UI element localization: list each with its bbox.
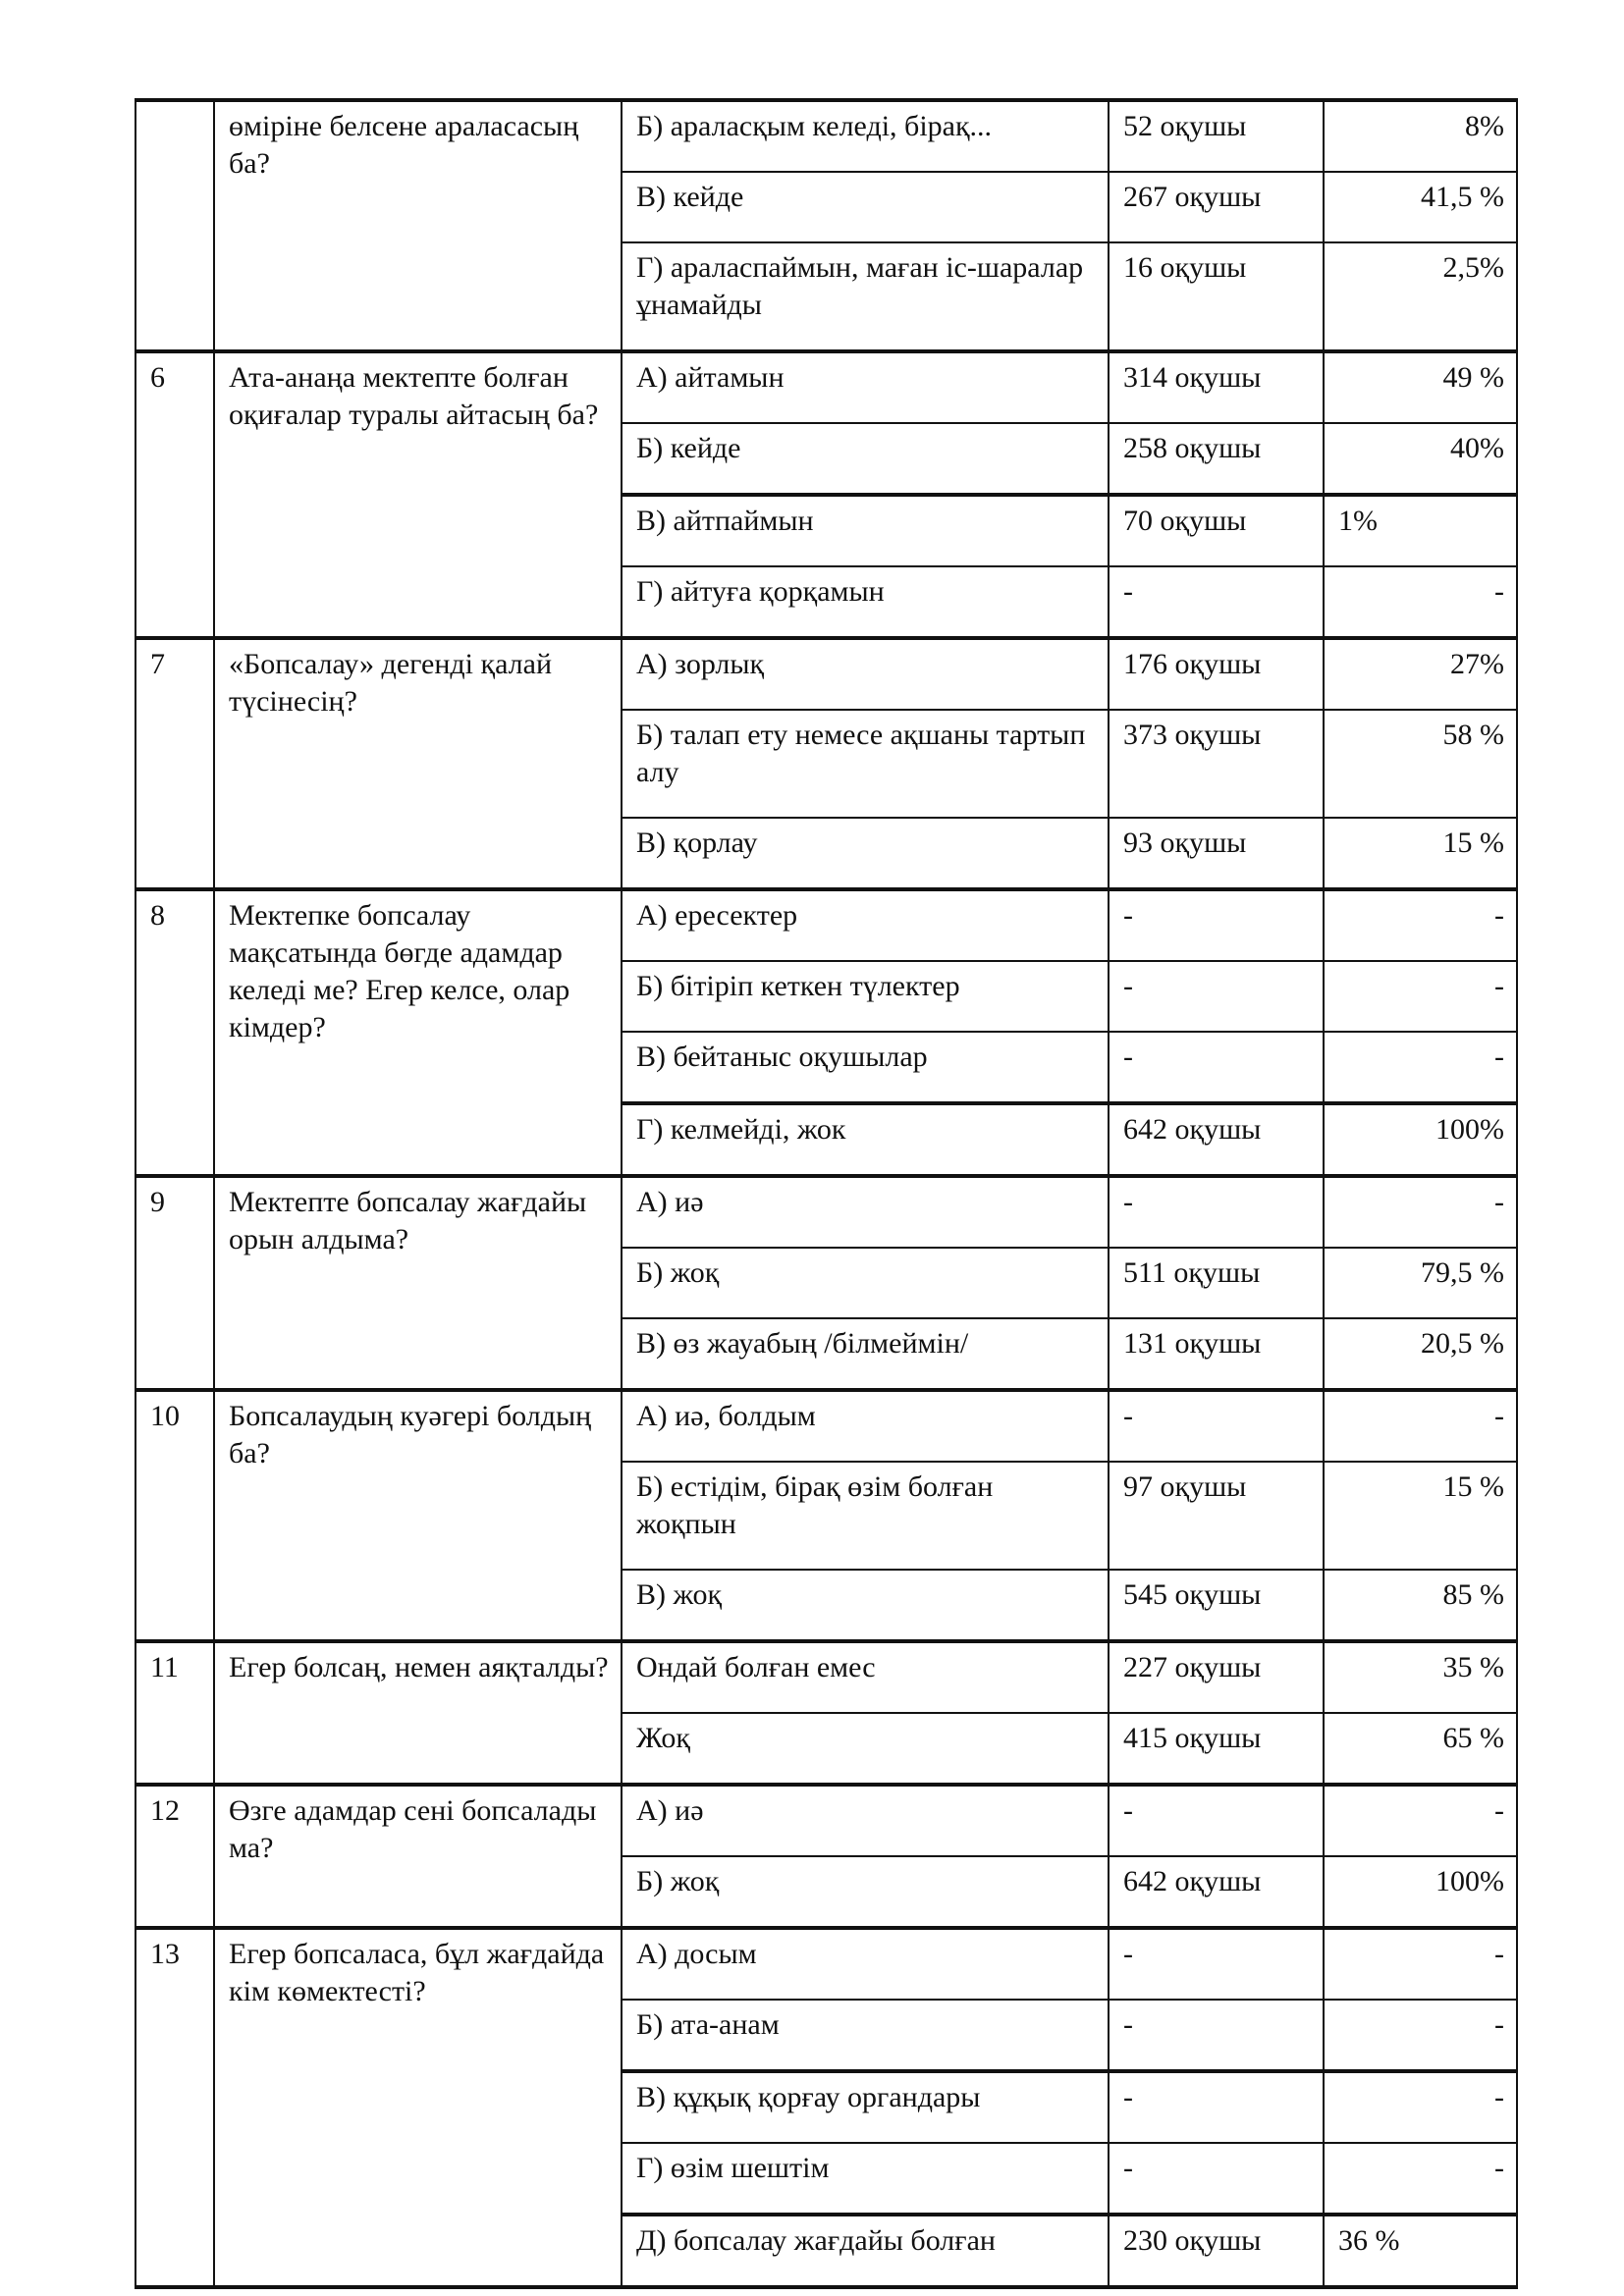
answer-percent: - bbox=[1324, 2000, 1517, 2071]
table-row bbox=[135, 1928, 1517, 2000]
question-number: 10 bbox=[135, 1390, 214, 1641]
table-row bbox=[135, 1641, 1517, 1713]
answer-option: Б) кейде bbox=[622, 423, 1109, 495]
answer-percent: 20,5 % bbox=[1324, 1318, 1517, 1390]
answer-percent: 8% bbox=[1324, 100, 1517, 172]
table-row bbox=[135, 351, 1517, 423]
answer-option: Б) жоқ bbox=[622, 1248, 1109, 1318]
answer-option: Жоқ bbox=[622, 1713, 1109, 1785]
table-row bbox=[135, 1785, 1517, 1856]
answer-count: 545 оқушы bbox=[1109, 1570, 1324, 1641]
answer-percent bbox=[1324, 495, 1517, 566]
question-text: Егер бопсаласа, бұл жағдайда кім көмектесті? bbox=[214, 1928, 622, 2287]
answer-count: 176 оқушы bbox=[1109, 638, 1324, 710]
answer-count: - bbox=[1109, 1032, 1324, 1103]
answer-percent: - bbox=[1324, 1785, 1517, 1856]
table-row bbox=[135, 1176, 1517, 1248]
answer-option: В) құқық қорғау органдары bbox=[622, 2071, 1109, 2143]
answer-count: 70 оқушы bbox=[1109, 495, 1324, 566]
answer-percent: - bbox=[1324, 889, 1517, 961]
answer-option: В) қорлау bbox=[622, 818, 1109, 889]
answer-percent: 100% bbox=[1324, 1856, 1517, 1928]
answer-option: Г) араласпаймын, маған іс-шаралар ұнамайды bbox=[622, 242, 1109, 351]
answer-count: - bbox=[1109, 1785, 1324, 1856]
answer-percent: - bbox=[1324, 1928, 1517, 2000]
answer-percent: - bbox=[1324, 2071, 1517, 2143]
question-number: 6 bbox=[135, 351, 214, 638]
answer-percent: 85 % bbox=[1324, 1570, 1517, 1641]
answer-count: 314 оқушы bbox=[1109, 351, 1324, 423]
answer-option: А) иә bbox=[622, 1176, 1109, 1248]
answer-count: 97 оқушы bbox=[1109, 1462, 1324, 1570]
answer-percent: 40% bbox=[1324, 423, 1517, 495]
answer-count: 16 оқушы bbox=[1109, 242, 1324, 351]
answer-count: 373 оқушы bbox=[1109, 710, 1324, 818]
answer-count: 227 оқушы bbox=[1109, 1641, 1324, 1713]
answer-option: Б) бітіріп кеткен түлектер bbox=[622, 961, 1109, 1032]
answer-option: Д) бопсалау жағдайы болған bbox=[622, 2215, 1109, 2287]
answer-count: 52 оқушы bbox=[1109, 100, 1324, 172]
answer-option: Г) айтуға қорқамын bbox=[622, 566, 1109, 638]
answer-option: В) өз жауабың /білмеймін/ bbox=[622, 1318, 1109, 1390]
question-text: Мектепте бопсалау жағдайы орын алдыма? bbox=[214, 1176, 622, 1390]
table-row bbox=[135, 1390, 1517, 1462]
answer-percent: - bbox=[1324, 2143, 1517, 2215]
answer-percent: 49 % bbox=[1324, 351, 1517, 423]
question-text: «Бопсалау» дегенді қалай түсінесің? bbox=[214, 638, 622, 889]
answer-option: Б) араласқым келеді, бірақ... bbox=[622, 100, 1109, 172]
answer-percent: 15 % bbox=[1324, 818, 1517, 889]
question-number: 12 bbox=[135, 1785, 214, 1928]
answer-count: 415 оқушы bbox=[1109, 1713, 1324, 1785]
answer-option: Г) өзім шештім bbox=[622, 2143, 1109, 2215]
answer-percent: 41,5 % bbox=[1324, 172, 1517, 242]
answer-count: - bbox=[1109, 2000, 1324, 2071]
answer-count: - bbox=[1109, 566, 1324, 638]
answer-option: А) ересектер bbox=[622, 889, 1109, 961]
answer-count: - bbox=[1109, 889, 1324, 961]
answer-count: - bbox=[1109, 1928, 1324, 2000]
question-number bbox=[135, 100, 214, 351]
answer-option: В) жоқ bbox=[622, 1570, 1109, 1641]
question-number: 7 bbox=[135, 638, 214, 889]
answer-count: 131 оқушы bbox=[1109, 1318, 1324, 1390]
answer-option: Б) талап ету немесе ақшаны тартып алу bbox=[622, 710, 1109, 818]
table-row bbox=[135, 889, 1517, 961]
answer-percent: 65 % bbox=[1324, 1713, 1517, 1785]
answer-count: 267 оқушы bbox=[1109, 172, 1324, 242]
answer-option: Б) естідім, бірақ өзім болған жоқпын bbox=[622, 1462, 1109, 1570]
answer-count: 642 оқушы bbox=[1109, 1856, 1324, 1928]
question-number: 9 bbox=[135, 1176, 214, 1390]
answer-count: 258 оқушы bbox=[1109, 423, 1324, 495]
answer-percent-clipped: 1% bbox=[1338, 505, 1378, 537]
question-text: өміріне белсене араласасың ба? bbox=[214, 100, 622, 351]
question-number: 11 bbox=[135, 1641, 214, 1785]
answer-count: 511 оқушы bbox=[1109, 1248, 1324, 1318]
answer-percent: 58 % bbox=[1324, 710, 1517, 818]
question-number: 8 bbox=[135, 889, 214, 1176]
answer-option: Б) ата-анам bbox=[622, 2000, 1109, 2071]
answer-option: А) досым bbox=[622, 1928, 1109, 2000]
table-row bbox=[135, 638, 1517, 710]
answer-percent: 35 % bbox=[1324, 1641, 1517, 1713]
answer-percent: 27% bbox=[1324, 638, 1517, 710]
answer-option: А) айтамын bbox=[622, 351, 1109, 423]
answer-option: Г) келмейді, жок bbox=[622, 1103, 1109, 1176]
answer-percent: - bbox=[1324, 566, 1517, 638]
question-text: Мектепке бопсалау мақсатында бөгде адамдар келеді ме? Егер келсе, олар кімдер? bbox=[214, 889, 622, 1176]
question-text: Ата-анаңа мектепте болған оқиғалар туралы айтасың ба? bbox=[214, 351, 622, 638]
answer-option: А) зорлық bbox=[622, 638, 1109, 710]
answer-option: Б) жоқ bbox=[622, 1856, 1109, 1928]
question-text: Өзге адамдар сені бопсалады ма? bbox=[214, 1785, 622, 1928]
answer-count: - bbox=[1109, 2143, 1324, 2215]
answer-percent: 15 % bbox=[1324, 1462, 1517, 1570]
answer-percent: 100% bbox=[1324, 1103, 1517, 1176]
question-number: 13 bbox=[135, 1928, 214, 2287]
answer-option: В) кейде bbox=[622, 172, 1109, 242]
answer-count: - bbox=[1109, 1390, 1324, 1462]
table-row bbox=[135, 100, 1517, 172]
answer-percent: - bbox=[1324, 1176, 1517, 1248]
answer-count: - bbox=[1109, 2071, 1324, 2143]
answer-count: 642 оқушы bbox=[1109, 1103, 1324, 1176]
answer-count: - bbox=[1109, 1176, 1324, 1248]
question-text: Егер болсаң, немен аяқталды? bbox=[214, 1641, 622, 1785]
answer-option: А) иә, болдым bbox=[622, 1390, 1109, 1462]
answer-option: В) бейтаныс оқушылар bbox=[622, 1032, 1109, 1103]
answer-percent: 79,5 % bbox=[1324, 1248, 1517, 1318]
answer-option: В) айтпаймын bbox=[622, 495, 1109, 566]
answer-option: А) иә bbox=[622, 1785, 1109, 1856]
answer-count: - bbox=[1109, 961, 1324, 1032]
answer-percent: 36 % bbox=[1324, 2215, 1517, 2287]
question-text: Бопсалаудың куәгері болдың ба? bbox=[214, 1390, 622, 1641]
answer-percent: 2,5% bbox=[1324, 242, 1517, 351]
answer-count: 93 оқушы bbox=[1109, 818, 1324, 889]
survey-results-table bbox=[135, 98, 1518, 2289]
answer-option: Ондай болған емес bbox=[622, 1641, 1109, 1713]
answer-count: 230 оқушы bbox=[1109, 2215, 1324, 2287]
answer-percent: - bbox=[1324, 1390, 1517, 1462]
answer-percent: - bbox=[1324, 1032, 1517, 1103]
answer-percent: - bbox=[1324, 961, 1517, 1032]
